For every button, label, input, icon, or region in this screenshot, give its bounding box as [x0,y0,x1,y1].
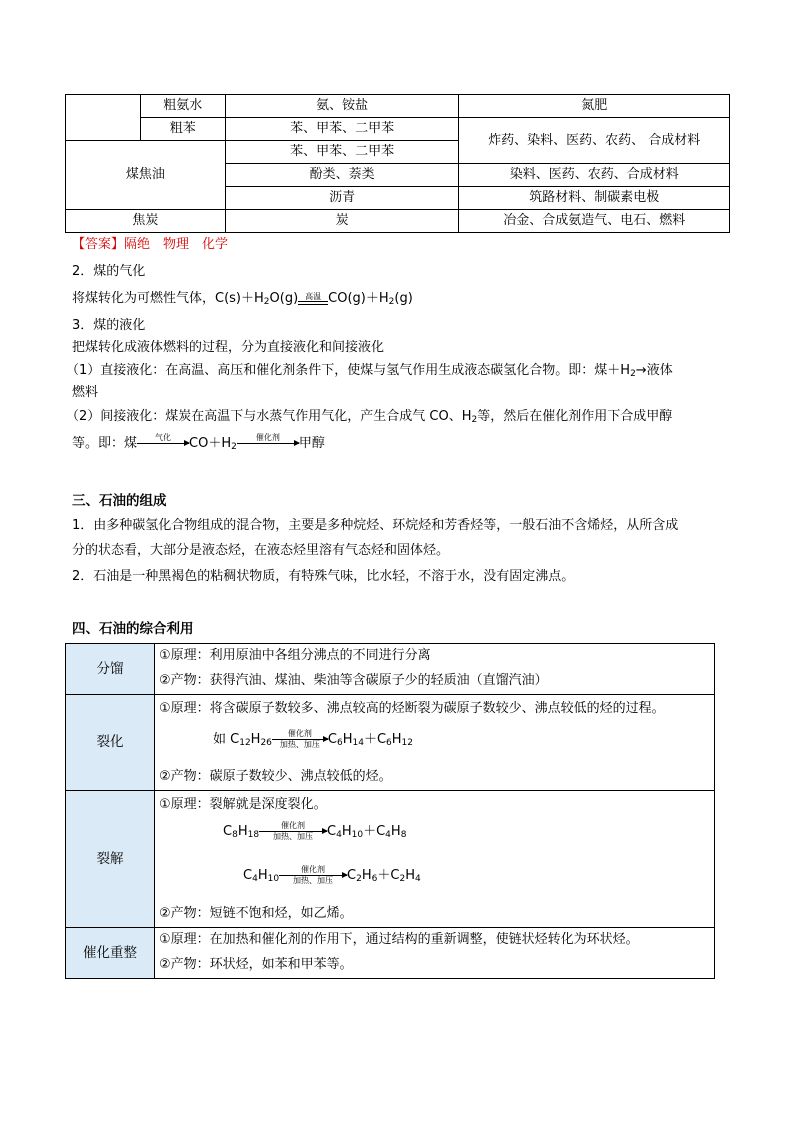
gasification-heading: 2．煤的气化 [72,264,146,279]
reaction-arrow: 催化剂 加热、加压 [259,821,327,842]
cracking-equation: 如 $C_{12}H_{26}$ 催化剂 加热、加压 $C_6H_{14}+C_6H_{12}$ [213,729,413,749]
table-cell-group: 煤焦油 [66,141,226,210]
liquefaction-heading: 3．煤的液化 [72,318,146,333]
section-heading: 三、石油的组成 [72,493,167,509]
direct-liquefaction: （1）直接液化：在高温、高压和催化剂条件下，使煤与氢气作用生成液态碳氢化合物。即：煤$+H_2\to$液体 [66,363,673,379]
row-label: 分馏 [66,644,155,695]
paragraph: 2．石油是一种黑褐色的粘稠状物质，有特殊气味，比水轻，不溶于水，没有固定沸点。 [72,569,575,584]
oil-utilization-table [65,643,715,979]
table-cell: 沥青 [225,187,459,210]
table-cell: 酚类、萘类 [225,164,459,187]
pyrolysis-equation-1: $C_8H_{18}$ 催化剂 加热、加压 $C_4H_{10}+C_4H_8$ [223,821,407,841]
answer-line [72,236,228,254]
row-label: 裂解 [66,791,155,928]
table-cell: 苯、甲苯、二甲苯 [225,118,459,141]
reaction-arrow: 气化 [137,433,189,454]
pyrolysis-equation-2: $C_4H_{10}$ 催化剂 加热、加压 $C_2H_6+C_2H_4$ [243,865,421,885]
indirect-liquefaction: （2）间接液化：煤炭在高温下与水蒸气作用气化，产生合成气 CO、$H_2$等，然后在催化剂作用下合成甲醇 [66,409,673,425]
table-cell-blank [66,95,141,141]
paragraph: 1．由多种碳氢化合物组成的混合物，主要是多种烷烃、环烷烃和芳香烃等，一般石油不含烯烃，从所含成 [72,518,679,533]
row-content: ①原理：利用原油中各组分沸点的不同进行分离 ②产物：获得汽油、煤油、柴油等含碳原子少的轻质油（直馏汽油） [155,644,715,695]
table-cell: 粗氨水 [140,95,225,118]
table-cell: 氮肥 [459,95,730,118]
answer-label: 【答案】 [72,237,125,252]
table-cell: 炭 [225,210,459,233]
coal-products-table [65,94,730,233]
row-content: ①原理：将含碳原子数较多、沸点较高的烃断裂为碳原子数较少、沸点较低的烃的过程。 如 $C_{12}H_{26}$ 催化剂 加热、加压 $C_6H_{14}+C_6H_{12}$ ②产物：碳原子数较少、沸点较低的烃。 [155,695,715,791]
table-cell: 焦炭 [66,210,226,233]
table-cell: 染料、医药、农药、合成材料 [459,164,730,187]
paragraph: 分的状态看，大部分是液态烃，在液态烃里溶有气态烃和固体烃。 [72,543,450,558]
table-cell: 冶金、合成氨造气、电石、燃料 [459,210,730,233]
liquefaction-intro: 把煤转化成液体燃料的过程，分为直接液化和间接液化 [72,340,385,355]
answer-text: 隔绝 物理 化学 [124,237,229,252]
table-cell: 苯、甲苯、二甲苯 [225,141,459,164]
direct-liquefaction-cont: 燃料 [72,385,99,400]
row-content: ①原理：在加热和催化剂的作用下，通过结构的重新调整，使链状烃转化为环状烃。 ②产物：环状烃，如苯和甲苯等。 [155,928,715,979]
row-content: ①原理：裂解就是深度裂化。 $C_8H_{18}$ 催化剂 加热、加压 $C_4H_{10}+C_4H_8$ $C_4H_{10}$ 催化剂 加热、加压 $C_2H_6+C_2H_4$ ②产物：短链不饱和烃，如乙烯。 [155,791,715,928]
table-cell: 氨、铵盐 [225,95,459,118]
section-heading: 四、石油的综合利用 [72,621,194,637]
gasification-equation: 将煤转化为可燃性气体，$C(s)+H_2O(g)$ 高温 $CO(g)+H_2(g)$ [72,291,413,307]
reaction-arrow: 催化剂 加热、加压 [272,729,328,750]
row-label: 裂化 [66,695,155,791]
table-cell: 粗苯 [140,118,225,141]
reaction-arrow: 催化剂 [237,433,299,454]
row-label: 催化重整 [66,928,155,979]
equilibrium-arrow: 高温 [298,292,328,305]
indirect-liquefaction-eq: 等。即：煤 气化 $CO+H_2$ 催化剂 甲醇 [72,433,325,452]
table-cell: 炸药、染料、医药、农药、 合成材料 [459,118,730,164]
reaction-arrow: 催化剂 加热、加压 [279,865,347,886]
table-cell: 筑路材料、制碳素电极 [459,187,730,210]
